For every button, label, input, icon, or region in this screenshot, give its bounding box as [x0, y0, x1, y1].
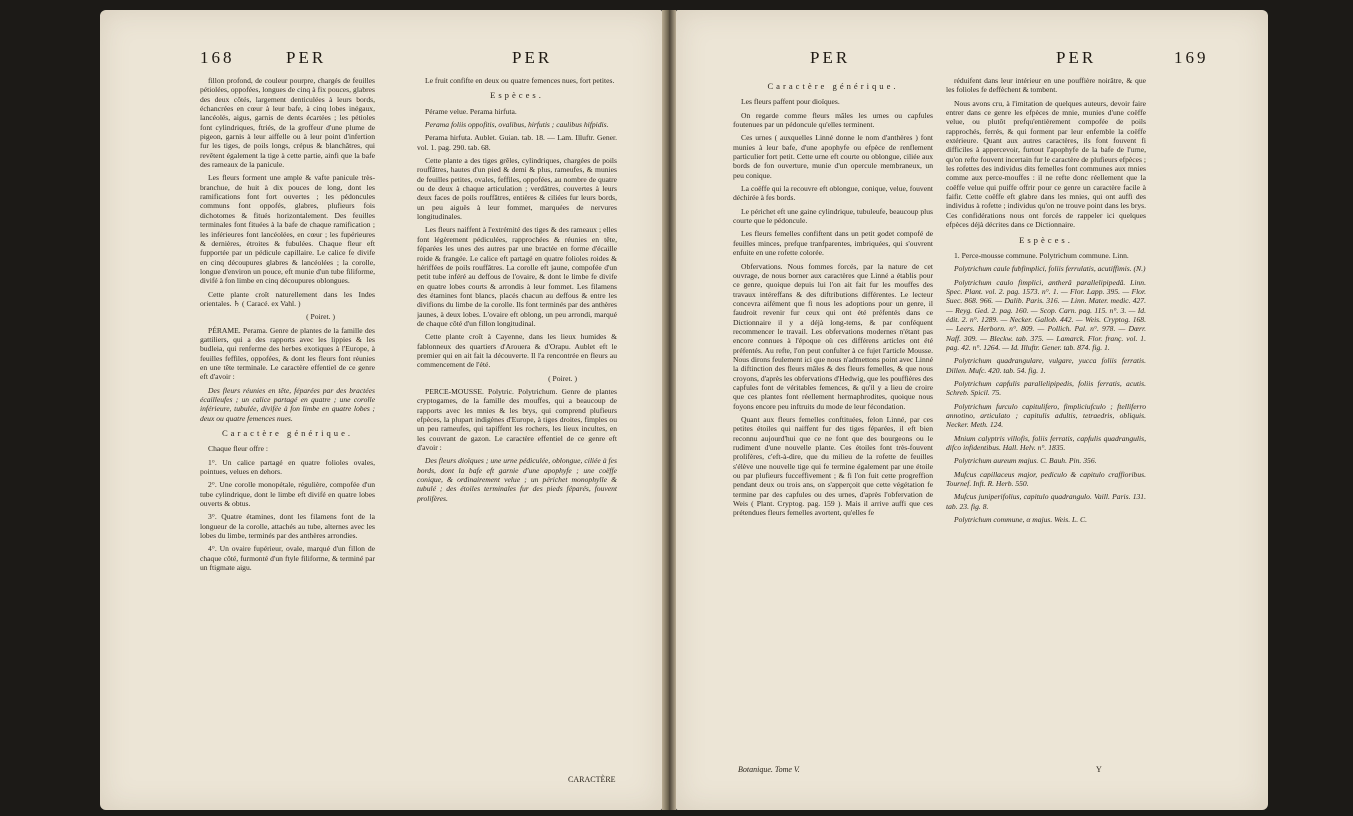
paragraph: 1°. Un calice partagé en quatre folioles ovales, pointues, velues en dehors. — [200, 457, 375, 477]
paragraph: Les fleurs paffent pour dioïques. — [741, 97, 840, 107]
running-head-left-col1: PER — [286, 48, 327, 67]
running-head-left-col2: PER — [512, 48, 553, 67]
left-page-column-2 — [417, 76, 617, 771]
paragraph: Mufcus capillaceus major, pediculo & capitulo craffioribus. Tournef. Inft. R. Herb. 550. — [946, 469, 1146, 489]
paragraph: 4°. Un ovaire fupérieur, ovale, marqué d'un fillon de chaque côté, furmonté d'un ftyle filiforme, & terminé par un ftigmate aigu. — [200, 544, 375, 573]
footer-volume: Botanique. Tome V. — [738, 765, 800, 774]
paragraph: Des fleurs dioïques ; une urne pédiculée, oblongue, ciliée à fes bords, dont la bafe eft garnie d'une apophyfe ; une coëffe conique, & ordinairement velue ; un périchet monophylle & tubulé ; des étoiles terminales fur des pieds féparés, fouvent prolifères. — [417, 456, 617, 503]
right-page — [676, 10, 1268, 810]
paragraph: Chaque fleur offre : — [208, 444, 268, 454]
paragraph: 3°. Quatre étamines, dont les filamens font de la longueur de la corolle, attachés au tube, alternes avec les lobes du limbe, terminés par des anthères arrondies. — [200, 512, 375, 541]
paragraph: Polytrichum quadrangulare, vulgare, yucca foliis ferratis. Dillen. Mufc. 420. tab. 54. fig. 1. — [946, 356, 1146, 375]
section-heading: Caractère générique. — [221, 428, 354, 439]
paragraph: Obfervations. Nous fommes forcés, par la nature de cet ouvrage, de nous borner aux caractères que Linné a établis pour ce genre, quoique depuis lui l'on ait fait fur les mouffes des travaux intéreffans & des diftributions différentes. Le lecteur concevra aifément que fi nous les adoptions pour un genre, il faudroit revenir fur ceux qui ont été préfentés dans ce Dictionnaire il y a déjà long-tems, & par conféquent recommencer le travail. Les obfervations modernes n'étant pas encore connues à l'époque où ces différens articles ont été préfentés. Au refte, l'on peut confulter à ce fujet l'article Mousse. Nous dirons feulement ici que nous n'admettons point avec Linné la diftinction des fleurs mâles & des fleurs femelles, & que nous croyons, d'après les obfervations d'Hedwig, que les pouffières des capfules font de véritables femences, & qu'il y a lieu de croire que ces plantes font réellement hermaphrodites, quoique nous foyons encore peu inftruits du mode de leur fécondation. — [733, 261, 933, 411]
running-head-right-col1: PER — [810, 48, 851, 67]
paragraph: réduifent dans leur intérieur en une pouffière noirâtre, & que les folioles fe deffèchent & tombent. — [946, 76, 1146, 95]
paragraph: Polytrichum caulo fimplici, antherâ parallelipipedâ. Linn. Spec. Plant. vol. 2. pag. 1573. n°. 1. — Flor. Lapp. 395. — Flor. Suec. 868. 966. — Dalib. Paris. 316. — Linn. Mater. medic. 427. — Reyg. Ged. 2. pag. 160. — Scop. Carn. pag. 115. n°. 3. — Id. édit. 2. n°. 1289. — Necker. Gallob. 442. — Weis. Cryptog. 168. — Leers. Herborn. n°. 809. — Pollich. Pal. n°. 978. — Dœrr. Naff. 309. — Bleckw. tab. 375. — Lamarck. Flor. franç. vol. 1. pag. 42. n°. 1264. — Id. Illuftr. Gener. tab. 874. fig. 1. — [946, 277, 1146, 352]
left-page-column-1 — [200, 76, 375, 796]
paragraph: Mufcus juniperifolius, capitulo quadrangulo. Vaill. Paris. 131. tab. 23. fig. 8. — [946, 492, 1146, 511]
paragraph: Cette plante croît à Cayenne, dans les lieux humides & fablonneux des quartiers d'Arouera & d'Orapu. Aublet eft le premier qui en ait fait la découverte. Il l'a rencontrée en fleurs au commencement de l'été. — [417, 332, 617, 370]
right-page-column-2 — [946, 76, 1146, 766]
paragraph: La coëffe qui la recouvre eft oblongue, conique, velue, fouvent déchirée à fes bords. — [733, 184, 933, 203]
paragraph: Nous avons cru, à l'imitation de quelques auteurs, devoir faire entrer dans ce genre les efpèces de mnie, munies d'une coëffe velue, ou plutôt prefqu'entièrement compofée de poils rapprochés, ferrés, & qui forment par leur enfemble la coëffe extérieure. Quant aux autres caractères, ils font fouvent fi difficiles à appercevoir, furtout l'apophyfe de la bafe de l'urne, qu'on refte fouvent incertain fur le caractère de plufieurs efpèces ; les rofettes des individus dits femelles font communes aux mnies comme aux perce-mouffes : il ne refte donc réellement que la coëffe velue qui puiffe offrir pour ce genre un caractère facile à faifir. Cette coëffe eft glabre dans les mnies, qui ont auffi des individus à rofette ; individus qu'on ne trouve point dans les brys. Ces confidérations nous ont forcés de rappeler ici quelques efpèces déjà décrites dans ce Dictionnaire. — [946, 98, 1146, 230]
paragraph: Les fleurs forment une ample & vafte panicule très-branchue, de huit à dix pouces de long, dont les ramifications font fort ouvertes ; les pédoncules communs font oppofés, glabres, plufieurs fois dichotomes & fitués horizontalement. Des feuilles terminales font fituées à la bafe de chaque ramification ; les inférieures font lancéolées, en cœur ; les fupérieures & dernières, étroites & fubulées. Chaque fleur eft fupportée par un pédicule capillaire. Le calice fe divife en cinq découpures glabres & lancéolées ; la corolle, longue d'environ un pouce, eft munie d'un tube filiforme, divifé à fon limbe en cinq découpures oblongues. — [200, 173, 375, 286]
paragraph: fillon profond, de couleur pourpre, chargés de feuilles pétiolées, oppofées, longues de cinq à fix pouces, glabres des deux côtés, largement denticulées à leurs bords, échancrées en cœur à leur bafe, à cinq lobes inégaux, lancéolés, aigus, garnis de dents écartées ; les pétioles font cylindriques, ftriés, de la groffeur d'une plume de pigeon, garnis à leur aiffelle ou à leur point d'infertion fur les tiges, de poils longs, crépus & blanchâtres, qui revêtent également la tige à cette partie, ainfi que la bafe des rameaux de la panicule. — [200, 76, 375, 170]
running-head-right-col2: PER — [1056, 48, 1097, 67]
page-number-left: 168 — [200, 48, 235, 67]
paragraph: Des fleurs réunies en tête, féparées par des bractées écailleufes ; un calice partagé en quatre ; une corolle inférieure, tubulée, divifée à fon limbe en quatre lobes ; deux ou quatre femences nues. — [200, 385, 375, 423]
paragraph: PERCE-MOUSSE. Polytric. Polytrichum. Genre de plantes cryptogames, de la famille des mouffes, qui a beaucoup de rapports avec les mnies & les brys, qui comprend plufieurs efpèces, la plupart indigènes d'Europe, à tiges droites, fimples ou un peu rameufes, qui tapiffent les rochers, les lieux incultes, en les couvrant de gazon. Le caractère effentiel de ce genre eft d'avoir : — [417, 386, 617, 453]
right-page-column-1 — [733, 76, 933, 758]
paragraph: PÉRAME. Perama. Genre de plantes de la famille des gattiliers, qui a des rapports avec les lippies & les budleia, qui renferme des herbes exotiques à l'Europe, à feuilles feffiles, oppofées, & dont les fleurs font réunies en une tête terminale. Le caractère effentiel de ce genre eft d'avoir : — [200, 325, 375, 382]
signature-mark: Y — [1096, 765, 1102, 774]
paragraph: Cette plante croît naturellement dans les Indes orientales. ♄ ( Caracé. ex Vahl. ) — [200, 289, 375, 308]
paragraph: Les fleurs femelles confiftent dans un petit godet compofé de feuilles minces, prefque tranfparentes, imbriquées, qui s'ouvrent enfuite en une rofette colorée. — [733, 229, 933, 258]
paragraph: Le fruit confifte en deux ou quatre femences nues, fort petites. — [425, 76, 615, 85]
paragraph: Polytrichum aureum majus. C. Bauh. Pin. 356. — [954, 456, 1097, 466]
paragraph: ( Poiret. ) — [548, 373, 577, 383]
left-page — [100, 10, 662, 810]
paragraph: Polytrichum capfulis parallelipipedis, foliis ferratis, acutis. Schreb. Spicil. 75. — [946, 378, 1146, 398]
paragraph: Cette plante a des tiges grêles, cylindriques, chargées de poils rouffâtres, hautes d'un pied & demi & plus, rameufes, & munies de feuilles petites, ovales, feffiles, oppofées, au nombre de quatre ou de deux à chaque articulation ; verdâtres, couvertes à leurs deux faces de poils rouffâtres, entières & ciliées fur leurs bords, un peu aiguës à leur fommet, marquées de nervures longitudinales. — [417, 156, 617, 222]
book-gutter — [662, 10, 676, 810]
paragraph: 1. Perce-mousse commune. Polytrichum commune. Linn. — [954, 250, 1129, 260]
paragraph: Polytrichum furculo capitulifero, fimpliciufculo ; ftelliferro annotino, articulato ; capitulis adultis, tetraedris, obliquis. Necker. Meth. 124. — [946, 401, 1146, 430]
paragraph: Perama foliis oppofitis, ovalibus, hirfutis ; caulibus hifpidis. — [425, 120, 609, 130]
section-heading: Espèces. — [1019, 234, 1073, 245]
paragraph: On regarde comme fleurs mâles les urnes ou capfules foutenues par un pédoncule qu'elles terminent. — [733, 110, 933, 130]
paragraph: Mnium calyptris villofis, foliis ferratis, capfulis quadrangulis, difco infidentibus. Hall. Helv. n°. 1835. — [946, 433, 1146, 453]
paragraph: Le périchet eft une gaine cylindrique, tubuleufe, beaucoup plus courte que le pédoncule. — [733, 206, 933, 226]
paragraph: Les fleurs naiffent à l'extrémité des tiges & des rameaux ; elles font légèrement pédiculées, rapprochées & réunies en tête, féparées les unes des autres par une bractée en forme d'écaille roide & frangée. Le calice eft partagé en quatre folioles roides & hériffées de poils rouffâtres. La corolle eft jaune, compofée d'un petit tube inféré au deffous de l'ovaire, & dont le limbe fe divife en quatre lobes courts & arrondis à leur fommet. Les filamens des étamines font blancs, placés chacun au deffous & entre les divifions du limbe de la corolle. Ils font terminés par des anthères jaunes, à deux lobes. L'ovaire eft oblong, un peu arrondi, marqué de chaque côté d'un fillon longitudinal. — [417, 225, 617, 328]
section-heading: Espèces. — [490, 90, 544, 101]
paragraph: Ces urnes ( auxquelles Linné donne le nom d'anthères ) font munies à leur bafe, d'une apophyfe ou efpèce de renflement particulier fort petit. Cette urne eft courte ou oblongue, ciliée aux bords de fon ouverture, munie d'un opercule membraneux, un peu conique. — [733, 133, 933, 180]
section-heading: Caractère générique. — [767, 81, 899, 91]
paragraph: Perama hirfuta. Aublet. Guian. tab. 18. — Lam. Illuftr. Gener. vol. 1. pag. 290. tab. 68. — [417, 133, 617, 152]
paragraph: ( Poiret. ) — [306, 312, 335, 322]
paragraph: Polytrichum caule fubfimplici, foliis ferrulatis, acutiffimis. (N.) — [954, 264, 1146, 274]
paragraph: Quant aux fleurs femelles conftituées, felon Linné, par ces petites étoiles qui naiffent fur des tiges féparées, il eft bien reconnu aujourd'hui que ce ne font que des bourgeons ou le rudiment d'une nouvelle plante. Ces étoiles font très-fouvent prolifères, c'eft-à-dire, que du milieu de la rofette de feuilles s'élève une nouvelle tige qui fe termine également par une étoile ou par plufieurs fucceffivement ; & fi l'on fuit cette progreffion pendant deux ou trois ans, on s'apperçoit que cette végétation fe termine par des capfules ou des urnes, d'après l'obfervation de Weis ( Plant. Cryptog. pag. 159 ). Mais il arrive auffi que ces prétendues fleurs femelles avortent, qu'elles fe — [733, 415, 933, 518]
page-number-right: 169 — [1174, 48, 1209, 67]
paragraph: Pérame velue. Perama hirfuta. — [425, 106, 517, 116]
paragraph: Polytrichum commune, α majus. Weis. L. C. — [954, 515, 1088, 525]
catchword: CARACTÈRE — [568, 775, 616, 784]
paragraph: 2°. Une corolle monopétale, régulière, compofée d'un tube cylindrique, dont le limbe eft divifé en quatre lobes ouverts & obtus. — [200, 480, 375, 509]
